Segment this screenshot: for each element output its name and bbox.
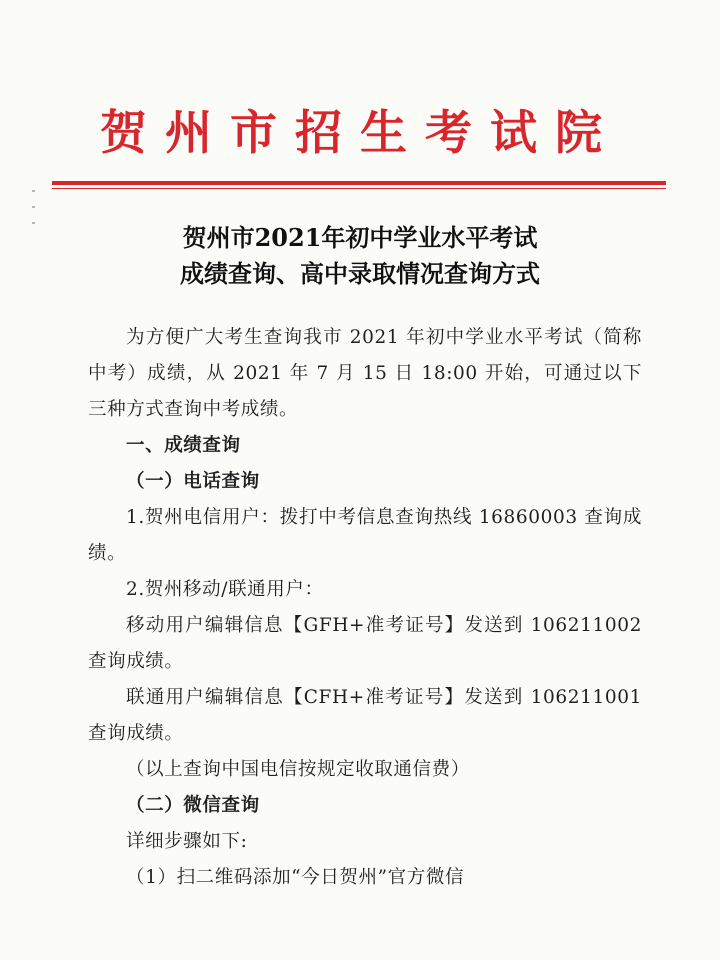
red-rule-thin <box>52 188 666 189</box>
section-heading-1: 一、成绩查询 <box>126 435 241 456</box>
unicom-instruction: 联通用户编辑信息【CFH+准考证号】发送到 106211001 查询成绩。 <box>88 687 642 744</box>
title-line-1: 贺州市2021年初中学业水平考试 <box>182 223 538 252</box>
intro-paragraph: 为方便广大考生查询我市 2021 年初中学业水平考试（简称中考）成绩，从 2021 年 7 月 15 日 18:00 开始，可通过以下三种方式查询中考成绩。 <box>88 327 642 420</box>
subsection-heading-2: （二）微信查询 <box>126 795 260 816</box>
step-1: （1）扫二维码添加“今日贺州”官方微信 <box>126 867 465 888</box>
letterhead: 贺州市招生考试院 <box>100 106 620 161</box>
red-rule-thick <box>52 181 666 185</box>
mobile-instruction: 移动用户编辑信息【GFH+准考证号】发送到 106211002 查询成绩。 <box>88 615 642 672</box>
steps-intro: 详细步骤如下: <box>126 831 248 852</box>
item-mobile-unicom: 2.贺州移动/联通用户： <box>126 579 324 600</box>
item-telecom: 1.贺州电信用户：拨打中考信息查询热线 16860003 查询成绩。 <box>88 507 642 564</box>
document-body <box>88 320 642 896</box>
title-line-2: 成绩查询、高中录取情况查询方式 <box>180 259 540 288</box>
fee-note: （以上查询中国电信按规定收取通信费） <box>126 759 470 780</box>
subsection-heading-1: （一）电话查询 <box>126 471 260 492</box>
document-title <box>0 220 720 292</box>
